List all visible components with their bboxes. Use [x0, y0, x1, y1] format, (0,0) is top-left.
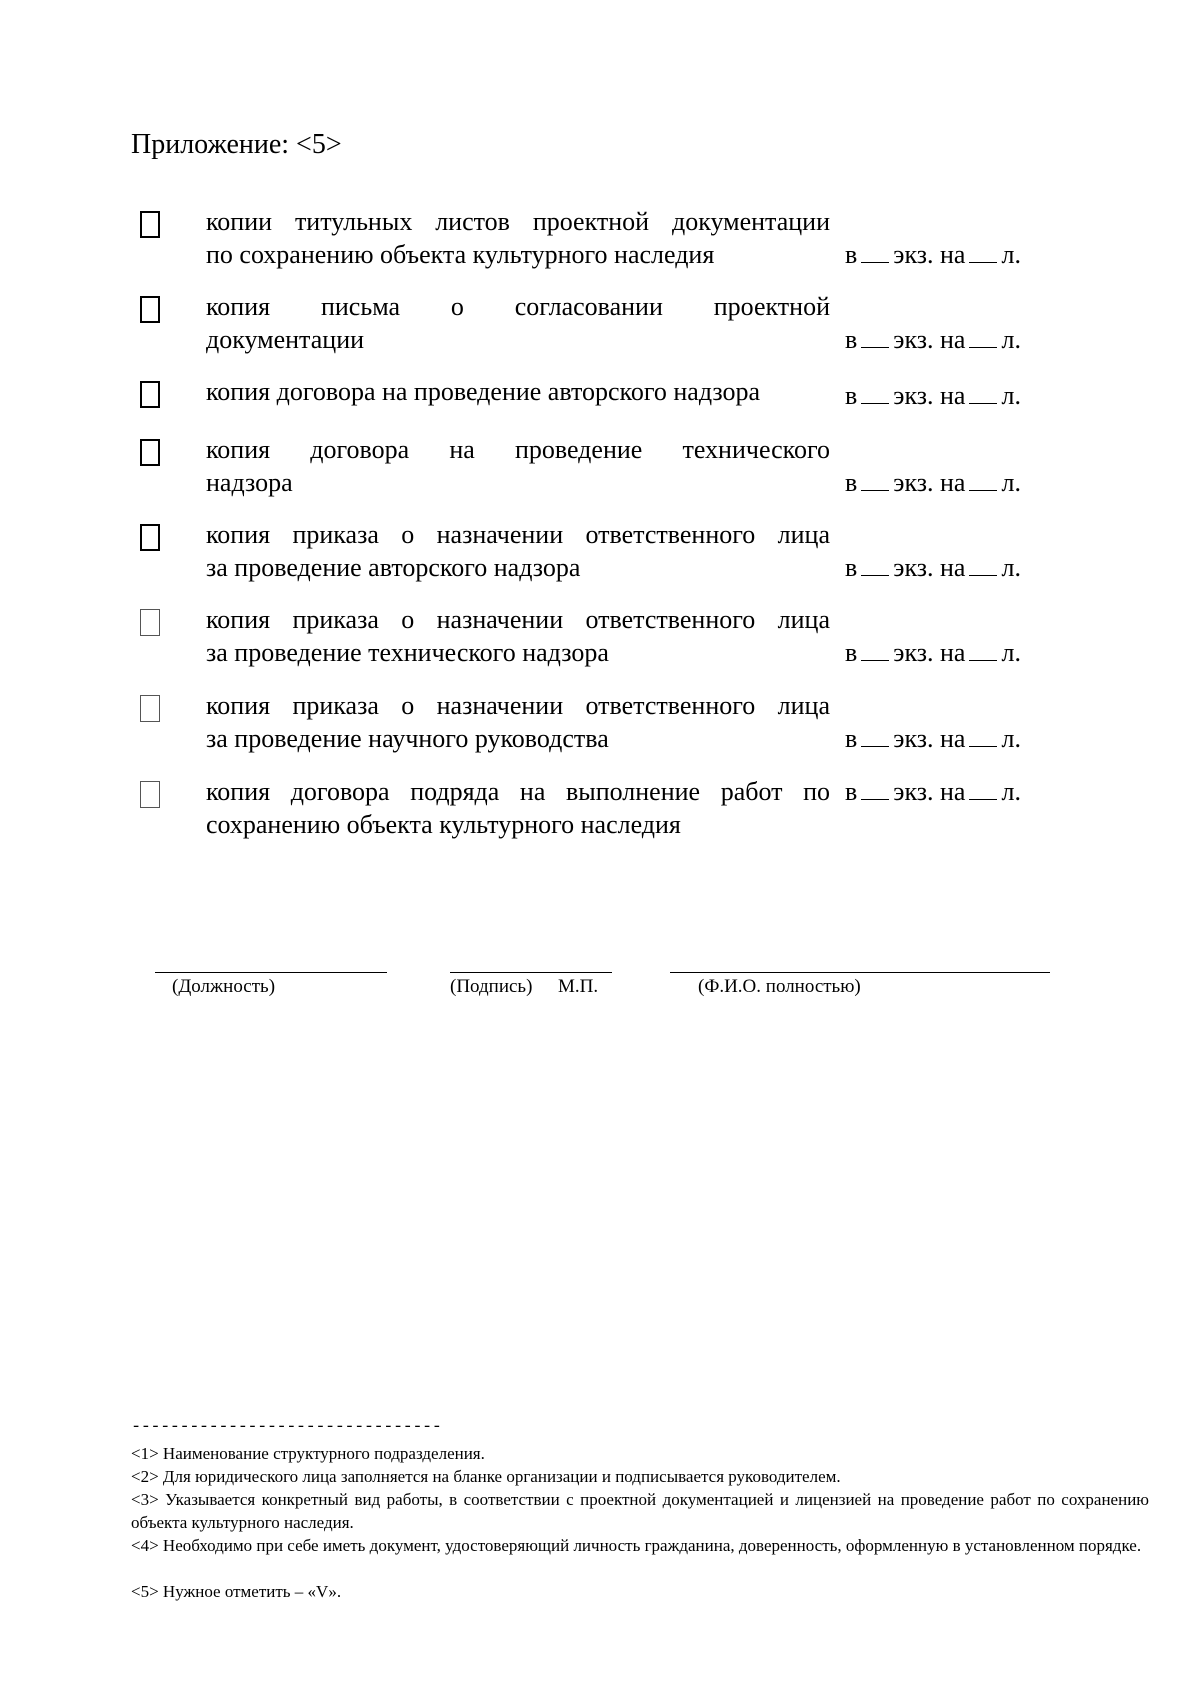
- sheets-blank[interactable]: [969, 383, 997, 404]
- copies-count: в экз. на л.: [845, 553, 1021, 582]
- copies-count: в экз. на л.: [845, 325, 1021, 354]
- sheets-blank[interactable]: [969, 779, 997, 800]
- attachment-heading: Приложение: <5>: [131, 129, 342, 160]
- copies-count: в экз. на л.: [845, 240, 1021, 269]
- attachment-item-text: копия договора на проведение технического надзора: [206, 435, 830, 497]
- footnote: <1> Наименование структурного подразделения.: [131, 1444, 485, 1463]
- signature-line[interactable]: [450, 972, 612, 973]
- copies-blank[interactable]: [861, 242, 889, 263]
- attachment-checkbox[interactable]: [140, 439, 160, 466]
- attachment-item-text: копия письма о согласовании проектной документации: [206, 292, 830, 354]
- copies-blank[interactable]: [861, 383, 889, 404]
- footnote: <4> Необходимо при себе иметь документ, удостоверяющий личность гражданина, доверенность, оформленную в установленном порядке.: [131, 1536, 1142, 1555]
- footnote: <3> Указывается конкретный вид работы, в соответствии с проектной документацией и лицензией на проведение работ по сохранению объекта культурного наследия.: [131, 1490, 1149, 1532]
- copies-count: в экз. на л.: [845, 468, 1021, 497]
- footnote: <2> Для юридического лица заполняется на бланке организации и подписывается руководителем.: [131, 1467, 841, 1486]
- footnote: <5> Нужное отметить – «V».: [131, 1582, 342, 1601]
- attachment-item-text: копия приказа о назначении ответственного лица за проведение научного руководства: [206, 691, 830, 753]
- attachment-checkbox[interactable]: [140, 296, 160, 323]
- sheets-blank[interactable]: [969, 726, 997, 747]
- copies-blank[interactable]: [861, 726, 889, 747]
- footnote-separator: --------------------------------: [131, 1418, 442, 1437]
- sheets-blank[interactable]: [969, 640, 997, 661]
- attachment-checkbox[interactable]: [140, 524, 160, 551]
- attachment-item-text: копия приказа о назначении ответственного лица за проведение технического надзора: [206, 605, 830, 667]
- copies-count: в экз. на л.: [845, 724, 1021, 753]
- copies-blank[interactable]: [861, 470, 889, 491]
- full-name-line[interactable]: [670, 972, 1050, 973]
- attachment-item-text: копия договора подряда на выполнение работ по сохранению объекта культурного наследия: [206, 777, 830, 839]
- full-name-label: (Ф.И.О. полностью): [698, 976, 861, 997]
- sheets-blank[interactable]: [969, 327, 997, 348]
- attachment-item-text: копии титульных листов проектной документации по сохранению объекта культурного наследия: [206, 207, 830, 269]
- attachment-checkbox[interactable]: [140, 781, 160, 808]
- attachment-checkbox[interactable]: [140, 695, 160, 722]
- copies-blank[interactable]: [861, 555, 889, 576]
- sheets-blank[interactable]: [969, 242, 997, 263]
- attachment-checkbox[interactable]: [140, 609, 160, 636]
- attachment-item-text: копия приказа о назначении ответственного лица за проведение авторского надзора: [206, 520, 830, 582]
- position-line[interactable]: [155, 972, 387, 973]
- attachment-item-text: копия договора на проведение авторского надзора: [206, 377, 761, 406]
- copies-blank[interactable]: [861, 779, 889, 800]
- position-label: (Должность): [172, 976, 276, 997]
- copies-blank[interactable]: [861, 640, 889, 661]
- attachment-checkbox[interactable]: [140, 211, 160, 238]
- signature-label: (Подпись): [450, 976, 533, 997]
- copies-blank[interactable]: [861, 327, 889, 348]
- stamp-label: М.П.: [558, 976, 599, 997]
- copies-count: в экз. на л.: [845, 777, 1021, 806]
- sheets-blank[interactable]: [969, 555, 997, 576]
- copies-count: в экз. на л.: [845, 638, 1021, 667]
- attachment-checkbox[interactable]: [140, 381, 160, 408]
- sheets-blank[interactable]: [969, 470, 997, 491]
- copies-count: в экз. на л.: [845, 381, 1021, 410]
